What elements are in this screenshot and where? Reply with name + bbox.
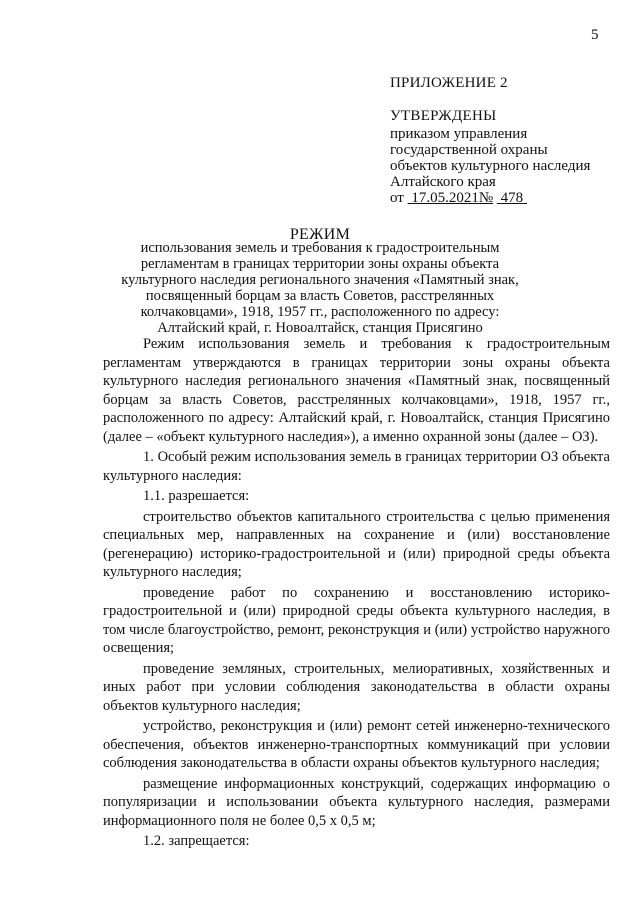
paragraph: строительство объектов капитального строительства с целью применения специальных мер, направленных на сохранение и (или) восстановление (регенерацию) историко-градостроительной и (или) природной среды объекта культурного наследия; <box>103 508 610 580</box>
paragraph: 1. Особый режим использования земель в границах территории ОЗ объекта культурного наследия: <box>103 449 610 484</box>
paragraph: проведение земляных, строительных, мелиоративных, хозяйственных и иных работ при условии соблюдения законодательства в области охраны объектов культурного наследия; <box>103 660 610 714</box>
paragraph: проведение работ по сохранению и восстановлению историко-градостроительной и (или) природной среды объекта культурного наследия, в том числе благоустройство, ремонт, реконструкция и (или) устройство наружного освещения; <box>103 584 610 656</box>
paragraph: 1.1. разрешается: <box>143 488 250 504</box>
approval-date-line <box>390 190 630 206</box>
appendix-label: ПРИЛОЖЕНИЕ 2 <box>390 75 508 91</box>
approval-heading: УТВЕРЖДЕНЫ <box>390 108 497 124</box>
paragraph: 1.2. запрещается: <box>143 833 250 849</box>
approval-line: государственной охраны <box>390 142 548 158</box>
document-subtitle: использования земель и требования к градостроительным регламентам в границах территории зоны охраны объекта культурного наследия регионального значения «Памятный знак, посвященный борцам за власть Советов, расстрелянных колчаковцами», 1918, 1957 гг., расположенного по адресу: Алтайский край, г. Новоалтайск, станция Присягино <box>121 240 519 336</box>
approval-block <box>390 108 630 206</box>
paragraph: устройство, реконструкция и (или) ремонт сетей инженерно-технического обеспечения, объектов инженерно-транспортных коммуникаций при условии соблюдения законодательства в области охраны объектов культурного наследия; <box>103 718 610 771</box>
page-number: 5 <box>591 27 599 43</box>
approval-line: приказом управления <box>390 126 528 142</box>
number-label: № <box>478 190 494 206</box>
document-body <box>103 335 610 851</box>
paragraph: размещение информационных конструкций, содержащих информацию о популяризации и использовании объекта культурного наследия, размерами информационного поля не более 0,5 х 0,5 м; <box>103 775 610 829</box>
approval-line: объектов культурного наследия <box>390 158 591 174</box>
order-number: 478 <box>500 190 524 206</box>
date-prefix: от <box>390 190 404 206</box>
approval-line: Алтайского края <box>390 174 496 190</box>
order-date: 17.05.2021 <box>411 190 479 206</box>
paragraph: Режим использования земель и требования к градостроительным регламентам утверждаются в границах территории зоны охраны объекта культурного наследия регионального значения «Памятный знак, посвященный борцам за власть Советов, расстрелянных колчаковцами», 1918, 1957 гг., расположенного по адресу: Алтайский край, г. Новоалтайск, станция Присягино (далее – «объект культурного наследия»), а именно охранной зоны (далее – ОЗ). <box>103 336 610 445</box>
document-title: РЕЖИМ <box>289 226 351 243</box>
